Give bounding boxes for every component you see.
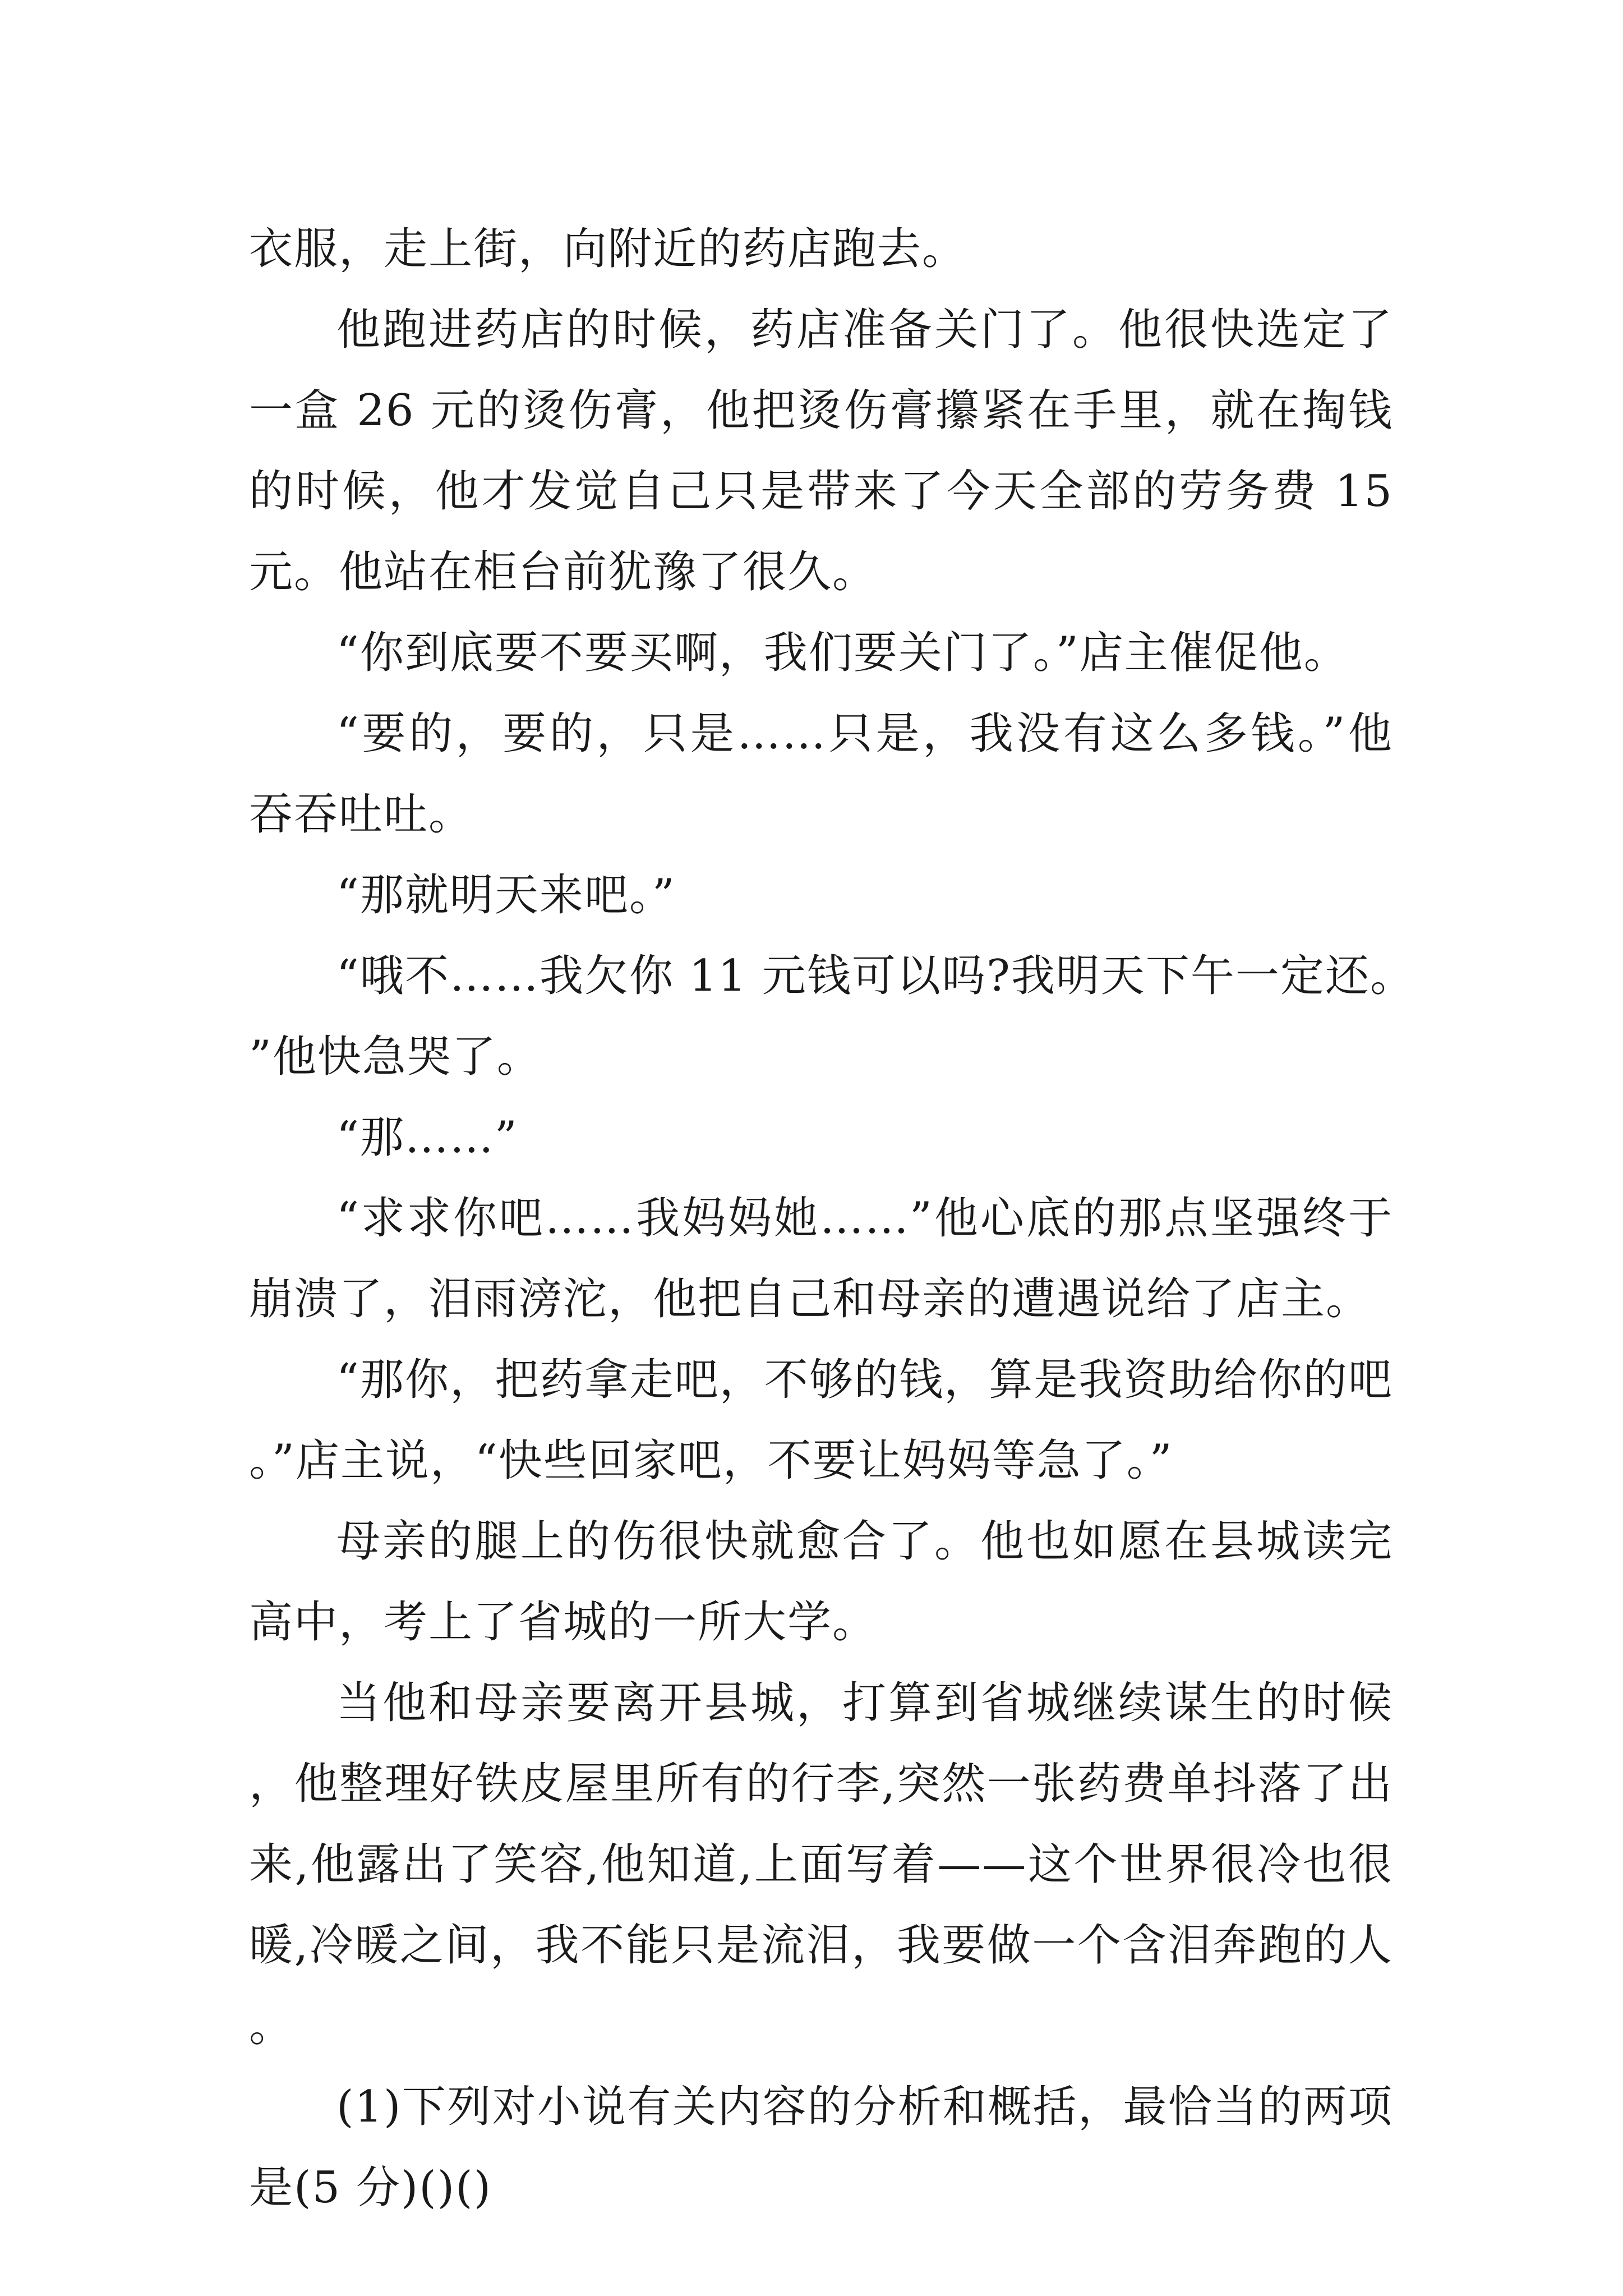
paragraph-dialogue-owner-urge: “你到底要不要买啊，我们要关门了。”店主催促他。 [336, 628, 1349, 678]
paragraph-dialogue-plea: “求求你吧……我妈妈她……”他心底的那点坚强终于崩溃了，泪雨滂沱，他把自己和母亲的遭遇说给了店主。 [249, 1193, 1393, 1324]
question-1: (1)下列对小说有关内容的分析和概括，最恰当的两项是(5 分)()() [249, 2082, 1393, 2213]
paragraph-pharmacy: 他跑进药店的时候，药店准备关门了。他很快选定了一盒 26 元的烫伤膏，他把烫伤膏攥紧在手里，就在掏钱的时候，他才发觉自己只是带来了今天全部的劳务费 15 元。他站在柜台前犹豫了很久。 [249, 305, 1393, 597]
document-body [249, 209, 1393, 2228]
paragraph-ending: 当他和母亲要离开县城，打算到省城继续谋生的时候，他整理好铁皮屋里所有的行李,突然一张药费单抖落了出来,他露出了笑容,他知道,上面写着——这个世界很冷也很暖,冷暖之间，我不能只是流泪，我要做一个含泪奔跑的人。 [249, 1678, 1393, 2051]
paragraph-dialogue-owe: “哦不……我欠你 11 元钱可以吗?我明天下午一定还。”他快急哭了。 [249, 951, 1393, 1082]
paragraph-dialogue-tomorrow: “那就明天来吧。” [336, 870, 676, 921]
paragraph-recovery: 母亲的腿上的伤很快就愈合了。他也如愿在县城读完高中，考上了省城的一所大学。 [249, 1516, 1393, 1648]
paragraph-dialogue-not-enough: “要的，要的，只是……只是，我没有这么多钱。”他吞吞吐吐。 [249, 708, 1393, 840]
paragraph-continuation: 衣服，走上街，向附近的药店跑去。 [249, 224, 967, 274]
paragraph-dialogue-hesitate: “那……” [336, 1112, 518, 1163]
paragraph-dialogue-owner-help: “那你，把药拿走吧，不够的钱，算是我资助给你的吧。”店主说，“快些回家吧，不要让妈妈等急了。” [249, 1355, 1393, 1486]
